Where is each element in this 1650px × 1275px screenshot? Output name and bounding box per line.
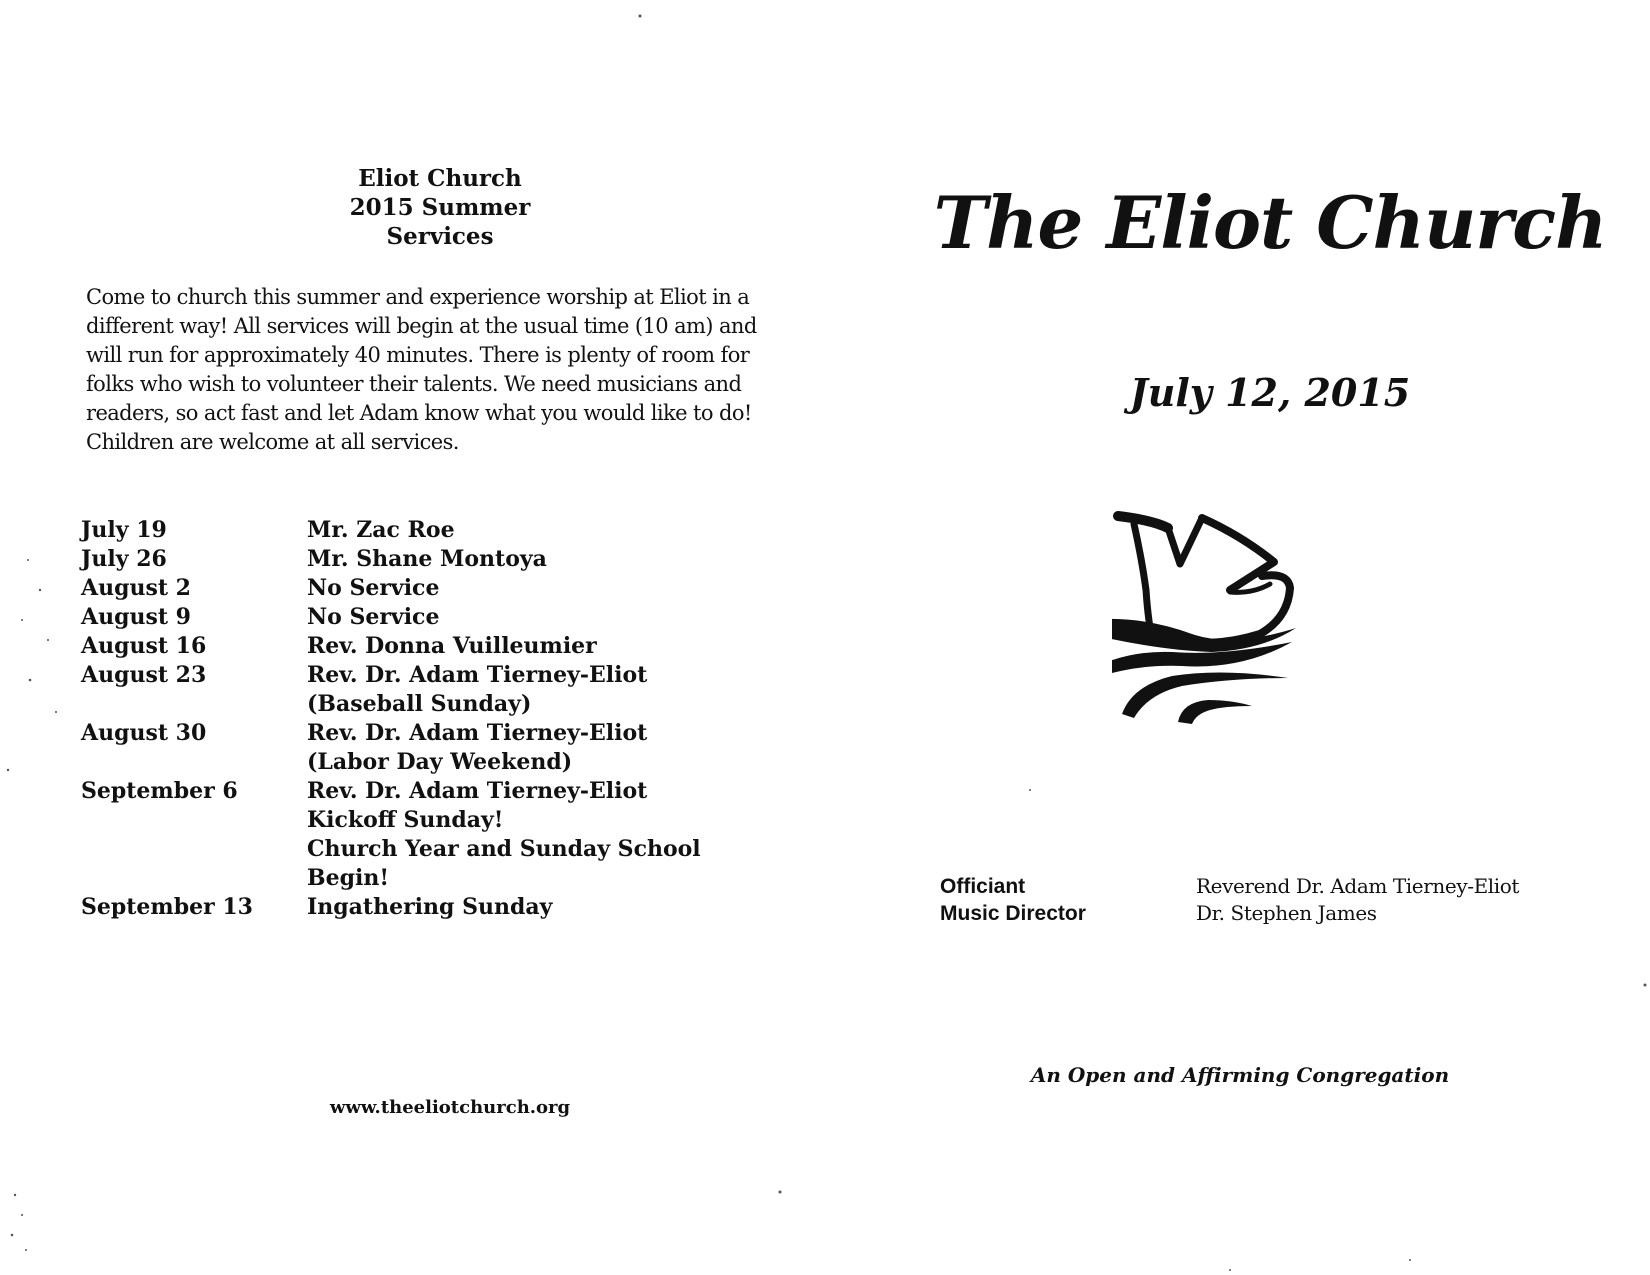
schedule-detail-line: Kickoff Sunday! [307, 807, 504, 833]
congregation-tagline: An Open and Affirming Congregation [1030, 1063, 1450, 1087]
schedule-list [81, 516, 781, 922]
schedule-detail [307, 516, 781, 545]
schedule-date: August 9 [81, 604, 191, 630]
staff-list [940, 874, 1580, 928]
schedule-row [81, 574, 781, 603]
schedule-detail-line: No Service [307, 604, 440, 630]
schedule-row [81, 545, 781, 574]
schedule-date: August 30 [81, 720, 207, 746]
schedule-detail-line: Church Year and Sunday School Begin! [307, 836, 701, 891]
intro-paragraph [86, 283, 806, 457]
summer-services-header [300, 164, 580, 251]
schedule-row [81, 632, 781, 661]
staff-name: Reverend Dr. Adam Tierney-Eliot [1196, 874, 1520, 898]
intro-line: Children are welcome at all services. [86, 430, 459, 454]
schedule-detail [307, 632, 781, 661]
schedule-row [81, 661, 781, 719]
staff-row [940, 901, 1580, 928]
schedule-date: August 2 [81, 575, 191, 601]
schedule-date: August 23 [81, 662, 207, 688]
staff-row [940, 874, 1580, 901]
dove-over-water-icon [1112, 510, 1372, 770]
intro-line: Come to church this summer and experience worship at Eliot in a [86, 285, 750, 309]
schedule-detail [307, 777, 781, 893]
schedule-date: July 19 [81, 517, 167, 543]
schedule-row [81, 893, 781, 922]
staff-role: Officiant [940, 875, 1026, 898]
schedule-detail-line: Rev. Dr. Adam Tierney-Eliot [307, 720, 648, 746]
intro-line: folks who wish to volunteer their talents. We need musicians and [86, 372, 742, 396]
schedule-row [81, 516, 781, 545]
schedule-detail [307, 661, 781, 719]
service-date: July 12, 2015 [1129, 370, 1411, 415]
schedule-detail-line: (Baseball Sunday) [307, 691, 532, 717]
schedule-detail-line: Mr. Zac Roe [307, 517, 455, 543]
schedule-detail [307, 603, 781, 632]
schedule-detail-line: Ingathering Sunday [307, 894, 553, 920]
schedule-row [81, 777, 781, 893]
schedule-detail-line: Rev. Dr. Adam Tierney-Eliot [307, 778, 648, 804]
intro-line: readers, so act fast and let Adam know what you would like to do! [86, 401, 752, 425]
schedule-date: September 6 [81, 778, 238, 804]
staff-role: Music Director [940, 902, 1086, 925]
schedule-detail-line: (Labor Day Weekend) [307, 749, 573, 775]
schedule-detail-line: Rev. Donna Vuilleumier [307, 633, 597, 659]
schedule-date: July 26 [81, 546, 167, 572]
schedule-detail [307, 545, 781, 574]
schedule-date: August 16 [81, 633, 207, 659]
church-title: The Eliot Church [933, 180, 1607, 265]
website-url: www.theeliotchurch.org [329, 1097, 571, 1118]
schedule-detail-line: Rev. Dr. Adam Tierney-Eliot [307, 662, 648, 688]
schedule-detail-line: No Service [307, 575, 440, 601]
schedule-date: September 13 [81, 894, 253, 920]
schedule-detail [307, 893, 781, 922]
header-church-name: Eliot Church [358, 165, 522, 192]
schedule-detail-line: Mr. Shane Montoya [307, 546, 547, 572]
staff-name: Dr. Stephen James [1196, 901, 1377, 925]
header-subtitle: 2015 Summer Services [349, 194, 531, 250]
schedule-row [81, 719, 781, 777]
schedule-detail [307, 574, 781, 603]
schedule-detail [307, 719, 781, 777]
intro-line: will run for approximately 40 minutes. There is plenty of room for [86, 343, 750, 367]
intro-line: different way! All services will begin at the usual time (10 am) and [86, 314, 757, 338]
schedule-row [81, 603, 781, 632]
